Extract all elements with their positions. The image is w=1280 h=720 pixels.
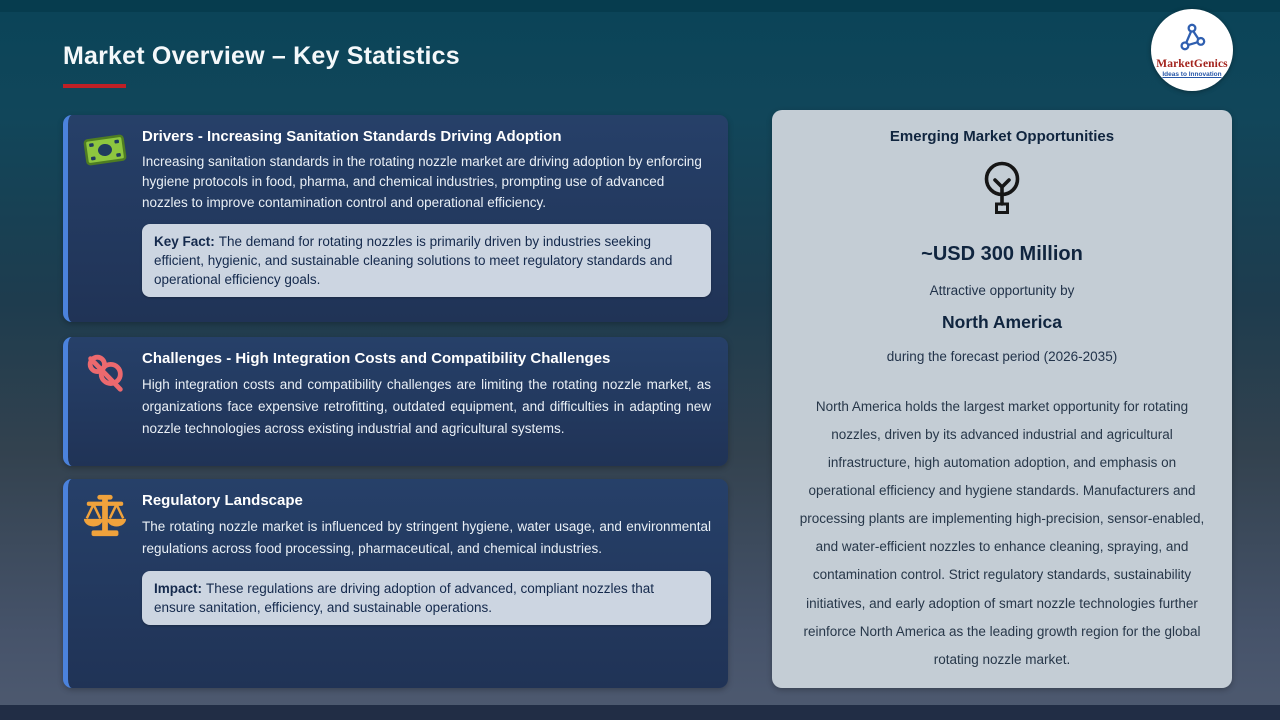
challenges-card-body: High integration costs and compatibility challenges are limiting the rotating nozzle market, as organizations face expensive retrofitting, outdated equipment, and difficulties in adapting new nozzle technologies across existing industrial and agricultural systems. (142, 377, 711, 436)
impact-box (142, 571, 711, 625)
opportunity-heading: Emerging Market Opportunities (889, 128, 1115, 145)
opportunity-region: North America (942, 312, 1062, 332)
drivers-card (63, 115, 728, 322)
regulatory-card-title: Regulatory Landscape (142, 492, 303, 509)
key-fact-text: The demand for rotating nozzles is primarily driven by industries seeking efficient, hygienic, and sustainable cleaning solutions to meet regulatory standards and operational efficiency goals. (154, 233, 673, 288)
money-icon (81, 128, 129, 322)
drivers-card-title: Drivers - Increasing Sanitation Standards Driving Adoption (142, 128, 562, 145)
scales-icon (82, 492, 128, 688)
impact-label: Impact: (154, 580, 203, 596)
title-underline (63, 84, 126, 88)
key-fact-label: Key Fact: (154, 233, 215, 249)
page-title: Market Overview – Key Statistics (63, 42, 460, 70)
marketgenics-logo (1151, 9, 1233, 91)
regulatory-card-body: The rotating nozzle market is influenced by stringent hygiene, water usage, and environmental regulations across food processing, pharmaceutical, and chemical industries. (142, 519, 711, 556)
molecule-icon (1176, 22, 1208, 57)
opportunity-description: North America holds the largest market opportunity for rotating nozzles, driven by its advanced industrial and agricultural infrastructure, high automation adoption, and emphasis on operational efficiency and hygiene standards. Manufacturers and processing plants are implementing high-precision, sensor-enabled, and water-efficient nozzles to enhance cleaning, spraying, and contamination control. Strict regulatory standards, sustainability initiatives, and early adoption of smart nozzle technologies further reinforce North America as the leading growth region for the global rotating nozzle market. (799, 399, 1205, 667)
logo-tagline: Ideas to Innovation (1162, 71, 1222, 78)
regulatory-card (63, 479, 728, 688)
top-border-strip (0, 0, 1280, 12)
bottom-border-strip (0, 705, 1280, 720)
logo-name: MarketGenics (1156, 58, 1228, 70)
opportunity-period: during the forecast period (2026-2035) (886, 349, 1118, 364)
opportunity-subtitle: Attractive opportunity by (929, 283, 1075, 298)
impact-text: These regulations are driving adoption of advanced, compliant nozzles that ensure sanitation, efficiency, and sustainable operations. (154, 580, 655, 615)
lightbulb-icon (798, 159, 1206, 219)
opportunity-value: ~USD 300 Million (921, 243, 1083, 265)
opportunity-panel (772, 110, 1232, 688)
key-fact-box (142, 224, 711, 297)
drivers-card-body: Increasing sanitation standards in the rotating nozzle market are driving adoption by enforcing hygiene protocols in food, pharma, and chemical industries, prompting use of advanced nozzles to improve contamination control and operational efficiency. (142, 154, 702, 210)
challenges-card-title: Challenges - High Integration Costs and Compatibility Challenges (142, 350, 611, 367)
challenges-card (63, 337, 728, 466)
unlink-icon (82, 350, 128, 466)
